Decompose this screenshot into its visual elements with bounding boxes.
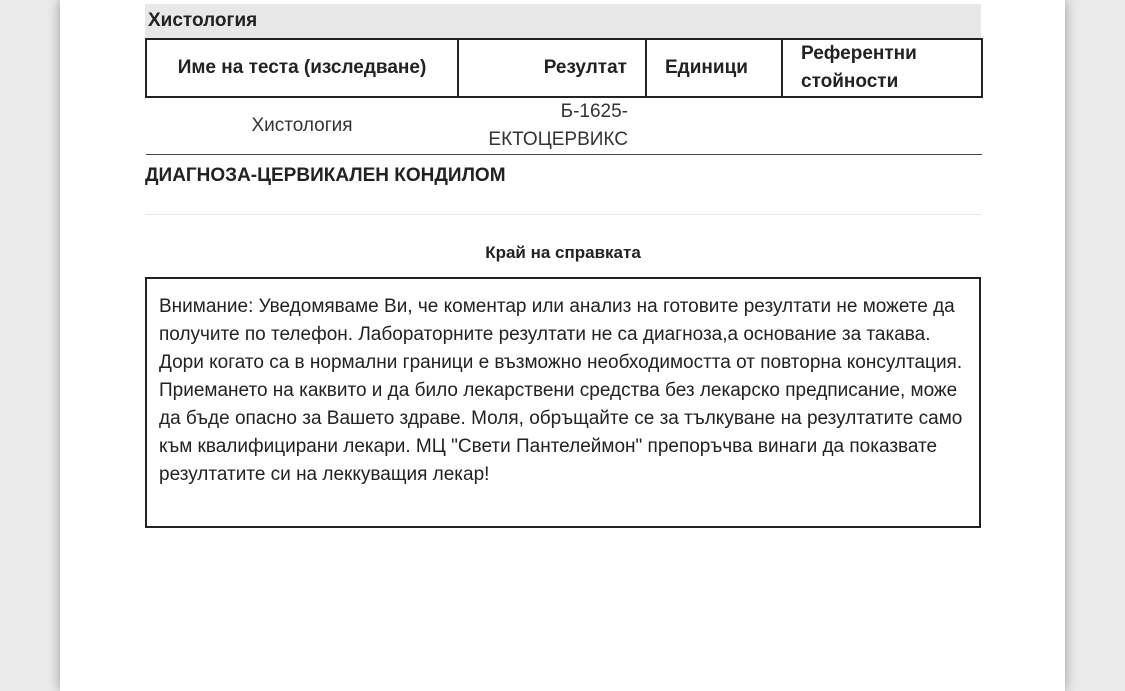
cell-result bbox=[458, 97, 646, 155]
header-test-name: Име на теста (изследване) bbox=[146, 39, 458, 97]
header-reference-line1: Референтни bbox=[801, 43, 917, 64]
header-result: Резултат bbox=[458, 39, 646, 97]
report-content bbox=[145, 4, 981, 528]
header-reference bbox=[782, 39, 982, 97]
results-table bbox=[145, 38, 983, 155]
diagnosis-text: ДИАГНОЗА-ЦЕРВИКАЛЕН КОНДИЛОМ bbox=[145, 165, 981, 215]
header-reference-line2: стойности bbox=[801, 71, 899, 92]
header-units: Единици bbox=[646, 39, 782, 97]
report-page bbox=[60, 0, 1065, 691]
cell-reference bbox=[782, 97, 982, 155]
cell-result-line1: Б-1625- bbox=[560, 101, 628, 122]
end-of-report-label: Край на справката bbox=[485, 243, 641, 262]
cell-test-name: Хистология bbox=[146, 97, 458, 155]
table-row bbox=[146, 97, 982, 155]
cell-result-line2: ЕКТОЦЕРВИКС bbox=[488, 129, 628, 150]
cell-units bbox=[646, 97, 782, 155]
section-title: Хистология bbox=[145, 4, 981, 38]
notice-box: Внимание: Уведомяваме Ви, че коментар или анализ на готовите резултати не можете да получите по телефон. Лабораторните резултати не са диагноза,а основание за такава. Дори когато са в нормални граници е възможно необходимостта от повторна консултация. Приемането на каквито и да било лекарствени средства без лекарско предписание, може да бъде опасно за Вашето здраве. Моля, обръщайте се за тълкуване на резултатите само към квалифицирани лекари. МЦ "Свети Пантелеймон" препоръчва винаги да показвате резултатите си на леккуващия лекар! bbox=[145, 277, 981, 528]
table-header-row bbox=[146, 39, 982, 97]
